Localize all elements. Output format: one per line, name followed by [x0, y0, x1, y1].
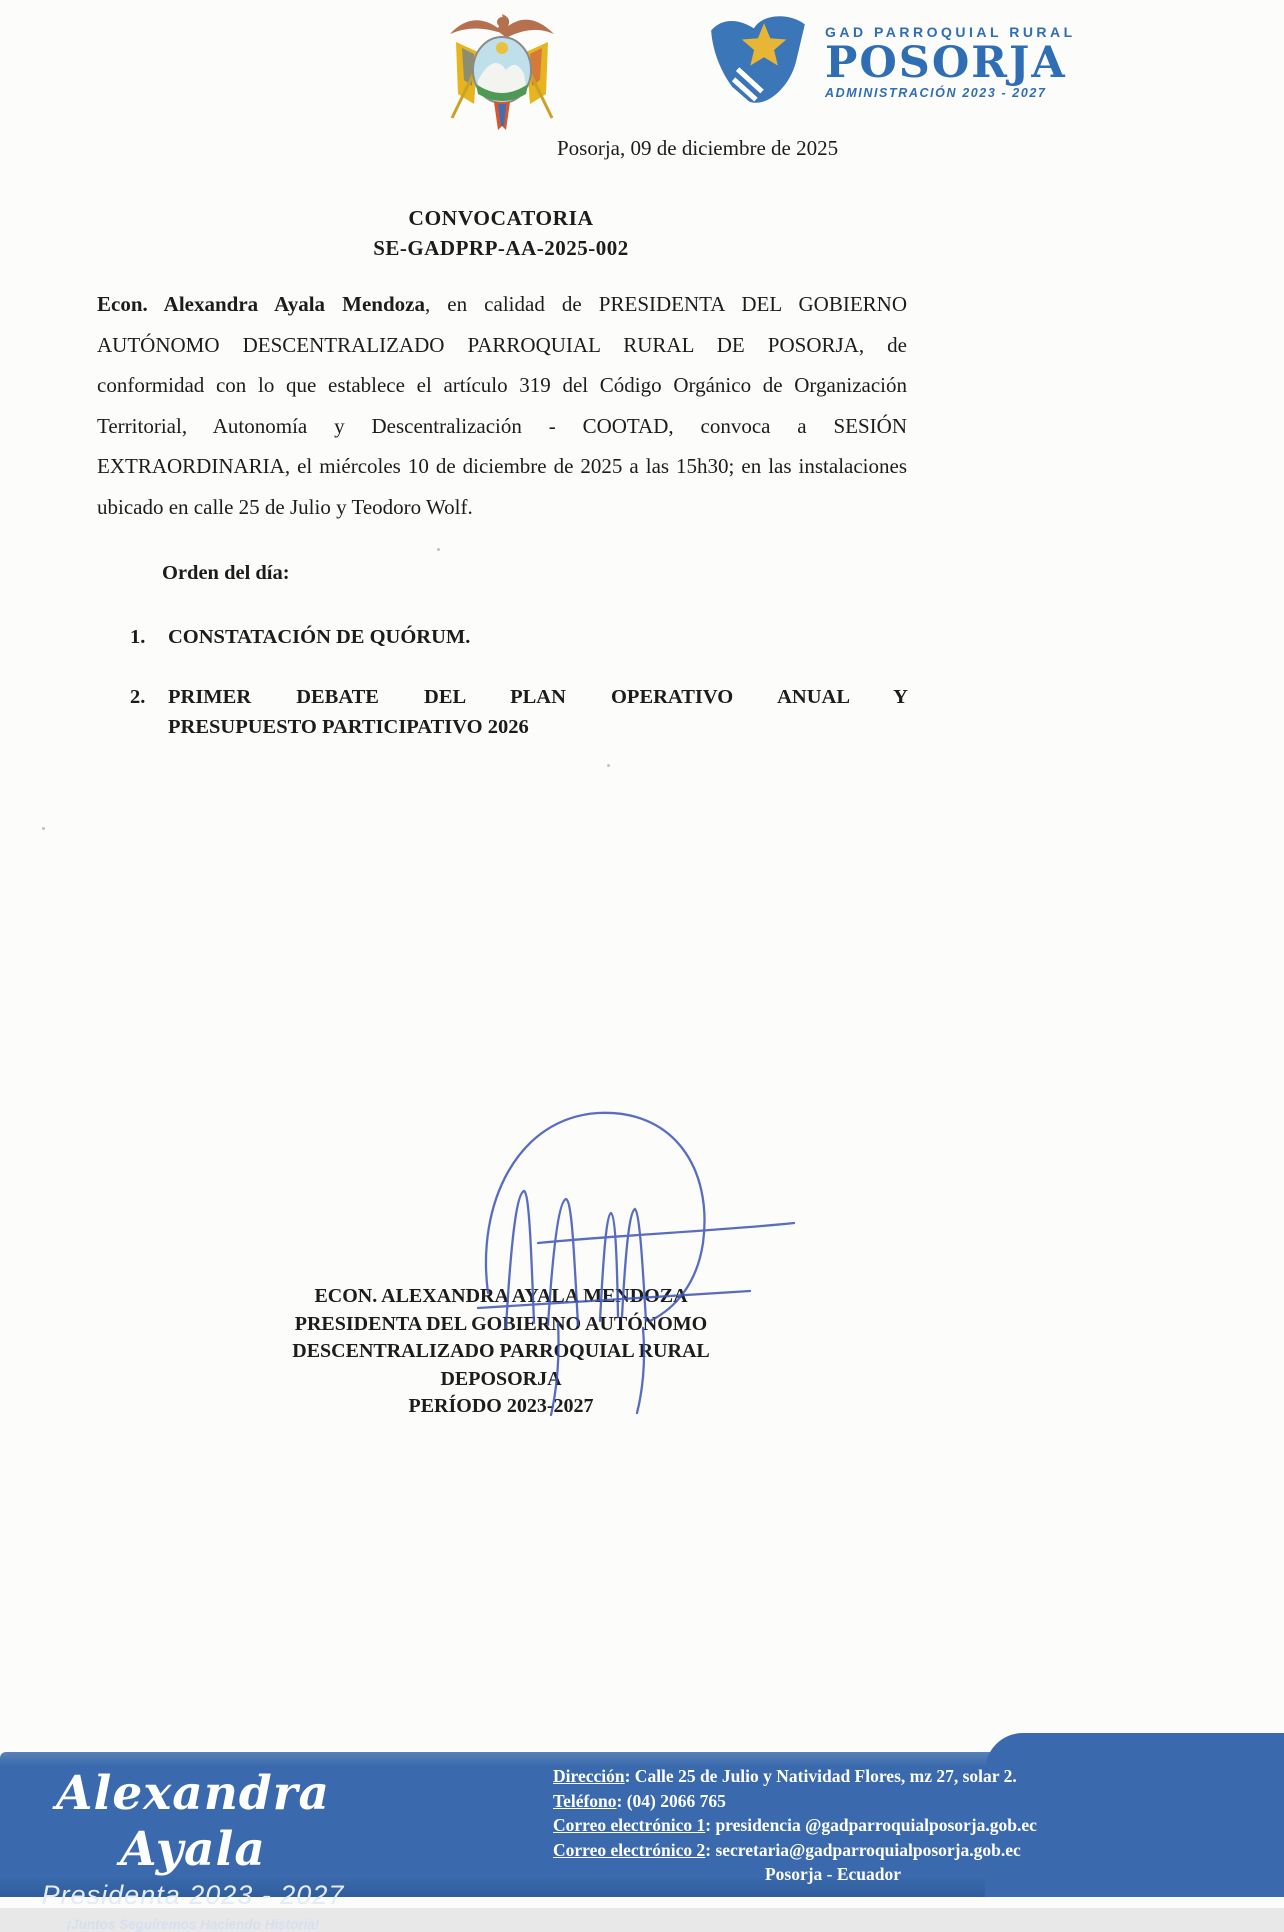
contact-phone-value: : (04) 2066 765: [616, 1790, 726, 1811]
contact-location: Posorja - Ecuador: [764, 1864, 902, 1884]
scan-speck: [42, 827, 45, 830]
contact-email-1-label: Correo electrónico 1: [553, 1815, 706, 1835]
footer-contact-block: [553, 1764, 1193, 1887]
body-paragraph: [97, 284, 907, 527]
contact-email-2: [553, 1838, 1193, 1863]
body-rest: , en calidad de PRESIDENTA DEL GOBIERNO AUTÓNOMO DESCENTRALIZADO PARROQUIAL RURAL DE POSORJA, de conformidad con lo que establece el artículo 319 del Código Orgánico de Organización Territorial, Autonomía y Descentralización - COOTAD, convoca a SESIÓN EXTRAORDINARIA, el miércoles 10 de diciembre de 2025 a las 15h30; en las instalaciones ubicado en calle 25 de Julio y Teodoro Wolf.: [97, 292, 908, 519]
contact-address: [553, 1764, 1193, 1789]
footer-script-name: Alexandra Ayala: [56, 1766, 330, 1877]
agenda-item-number: 1.: [130, 626, 146, 648]
contact-email-2-value: : secretaria@gadparroquialposorja.gob.ec: [705, 1839, 1021, 1860]
body-lead: Econ. Alexandra Ayala Mendoza: [97, 292, 425, 316]
contact-phone: [553, 1789, 1193, 1814]
footer-role: Presidenta 2023 - 2027: [41, 1880, 345, 1910]
document-reference: SE-GADPRP-AA-2025-002: [373, 236, 629, 260]
agenda-item-text-line2: PRESUPUESTO PARTICIPATIVO 2026: [168, 716, 529, 738]
contact-address-label: Dirección: [553, 1766, 625, 1786]
contact-phone-label: Teléfono: [553, 1790, 617, 1811]
title-block: [97, 206, 905, 261]
footer-signature-area: [28, 1766, 458, 1932]
agenda-item-text: CONSTATACIÓN DE QUÓRUM.: [168, 626, 471, 648]
contact-email-1: [553, 1813, 1193, 1838]
agenda-item-number: 2.: [130, 686, 146, 708]
posorja-logo: [703, 6, 1076, 124]
signatory-period: PERÍODO 2023-2027: [408, 1395, 594, 1417]
agenda-item-1: [130, 622, 908, 652]
ecuador-coat-of-arms-icon: [438, 8, 566, 134]
logo-tagline-top: GAD PARROQUIAL RURAL: [825, 24, 1076, 40]
posorja-logo-text: [825, 6, 1076, 124]
signatory-title-line3: DEPOSORJA: [440, 1367, 562, 1390]
scan-speck: [607, 764, 610, 767]
agenda-item-text-line1: PRIMER DEBATE DEL PLAN OPERATIVO ANUAL Y: [168, 686, 908, 708]
logo-name: POSORJA: [825, 38, 1067, 88]
logo-tagline-bottom: ADMINISTRACIÓN 2023 - 2027: [825, 86, 1047, 100]
signatory-title-line1: PRESIDENTA DEL GOBIERNO AUTÓNOMO: [294, 1312, 708, 1335]
footer-slogan: ¡Juntos Seguiremos Haciendo Historia!: [66, 1917, 320, 1932]
contact-address-value: : Calle 25 de Julio y Natividad Flores, mz 27, solar 2.: [624, 1766, 1017, 1786]
posorja-logo-shield-icon: [703, 6, 815, 118]
agenda-heading: Orden del día:: [162, 562, 290, 584]
agenda-item-2: [130, 682, 908, 742]
document-title: CONVOCATORIA: [408, 206, 594, 230]
contact-email-2-label: Correo electrónico 2: [553, 1839, 706, 1860]
date-line: Posorja, 09 de diciembre de 2025: [557, 136, 839, 160]
contact-email-1-value: : presidencia @gadparroquialposorja.gob.ec: [705, 1815, 1037, 1835]
signatory-name: ECON. ALEXANDRA AYALA MENDOZA: [314, 1285, 688, 1307]
scan-speck: [437, 548, 440, 551]
signature-block: [97, 1283, 905, 1421]
signatory-title-line2: DESCENTRALIZADO PARROQUIAL RURAL: [292, 1340, 710, 1362]
